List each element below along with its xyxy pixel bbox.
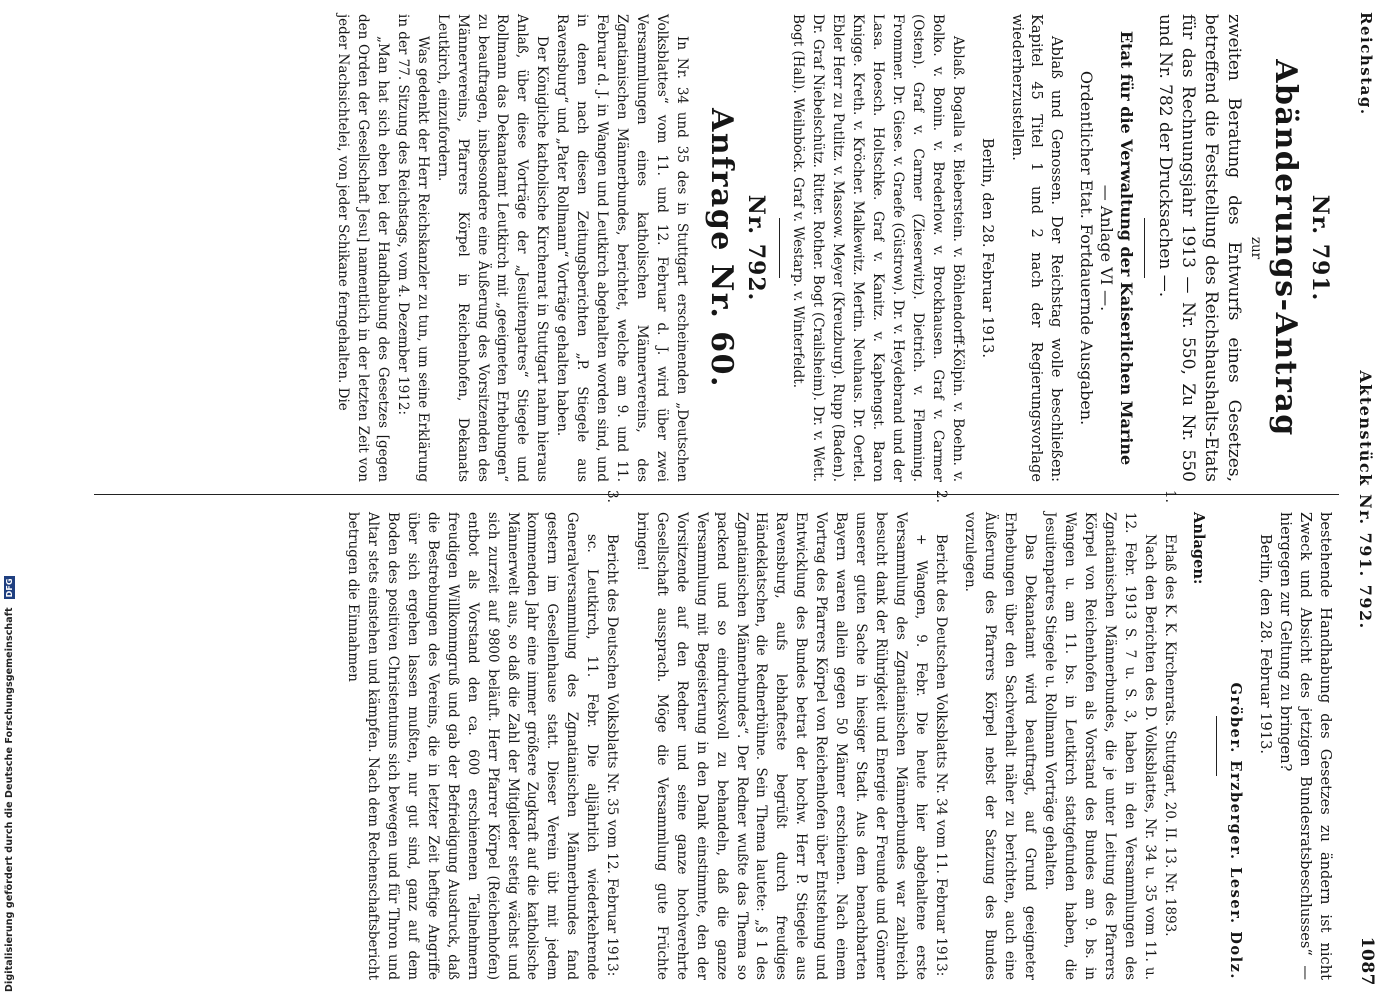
signatories: Ablaß. Bogalla v. Bieberstein. v. Böhlendorff-Kölpin. v. Boehn. v. Bolko. v. Bonin. v. Brederlow. v. Brockhausen. Graf v. Carmer (Osten). Graf v. Carmer (Zieserwitz). Dietrich. v. Flemming. Frommer. Dr. Giese. v. Graefe (Güstrow). Dr. v. Heydebrand und der Lasa. Hoesch. Holtschke. Graf v. Kanitz. v. Kaphengst. Baron Knigge. Kreth. v. Kröcher. Malkewitz. Mertin. Neuhaus. Dr. Oertel. Ebler Herr zu Putlitz. v. Massow. Meyer (Kreuzburg). Rupp (Baden). Dr. Graf Niebelschütz. Ritter. Rother. Bogt (Crailsheim). Dr. v. Wett. Bogt (Hall). Weilnböck. Graf v. Westarp. v. Winterfeldt. (790, 14, 966, 482)
anlage-item-3-title-text: Bericht des Deutschen Volksblatts Nr. 35 vom 12. Februar 1913: (604, 534, 621, 977)
anlage-label: — Anlage VI —. (1097, 184, 1117, 312)
divider (1144, 218, 1145, 278)
anlage-item-1-title-text: Erlaß des K. K. Kirchenrats. Stuttgart, 20. II. 13. Nr. 1893. (1161, 534, 1178, 937)
doc2-paragraph-1: In Nr. 34 und 35 des in Stuttgart erscheinenden „Deutschen Volksblattes“ vom 11. und 12. Februar d. J. wird über zwei Versammlungen eines katholischen Männervereins, des Zgnatianischen Männerbundes, berichtet, welche am 9. und 11. Februar d. J. in Wangen und Leutkirch abgehalten worden sind, und in denen nach diesen Zeitungsberichten „P. Stiegele aus Ravensburg“ und „Pater Rollmann“ Vorträge gehalten haben. (554, 14, 690, 482)
page-number: 1087 (1357, 936, 1377, 986)
motion-text: Ablaß und Genossen. Der Reichstag wolle beschließen: Kapitel 45 Titel 1 und 2 nach der Regierungsvorlage wiederherzustellen. (1008, 14, 1066, 482)
doc1-zur: zur (1248, 236, 1264, 260)
ausgaben-label: Ordentlicher Etat. Fortdauernde Ausgaben. (1077, 70, 1097, 426)
doc2-quote: „Man hat sich eben bei der Handhabung des Gesetzes [gegen den Orden der Gesellschaft Jesu] namentlich in der letzten Zeit von jeder Nachsichtelei, von jeder Schikane ferngehalten. Die (335, 14, 391, 482)
anlagen-label: Anlagen: (1190, 512, 1208, 585)
dfg-logo: DFG (5, 578, 14, 598)
right-column (342, 490, 1335, 980)
digitization-credit (4, 576, 15, 992)
anlage-item-2-title: 2.Bericht des Deutschen Volksblatts Nr. 34 vom 11. Februar 1913: (932, 490, 949, 977)
anlage-item-1-paragraph-1: Nach den Berichten des D. Volksblattes, Nr. 34 u. 35 vom 11. u. 12. Febr. 1913 S. 7 u. S. 3, haben in den Versammlungen des Zgnatianischen Männerbundes, die je unter Leitung des Pfarrers Körpel von Reichenhofen als Vorstand des Bundes am 9. bs. in Wangen u. am 11. bs. in Leutkirch stattgefunden haben, die Jesuitenpatres Stiegele u. Rollmann Vorträge gehalten. (1042, 512, 1158, 980)
page-header (1343, 8, 1383, 992)
document-sheet (86, 0, 1383, 1000)
doc1-number: Nr. 791. (1307, 194, 1333, 302)
left-column (332, 14, 1335, 482)
doc1-date: Berlin, den 28. Februar 1913. (978, 138, 996, 358)
doc2-title: Anfrage Nr. 60. (703, 108, 739, 388)
column-divider (94, 494, 1339, 495)
anlage-item-1-title: 1.Erlaß des K. K. Kirchenrats. Stuttgart, 20. II. 13. Nr. 1893. (1161, 490, 1178, 937)
anlage-item-3-title: 3.Bericht des Deutschen Volksblatts Nr. 35 vom 12. Februar 1913: (604, 490, 621, 977)
doc2-date: Berlin, den 28. Februar 1913. (1257, 534, 1275, 754)
doc2-number: Nr. 792. (742, 194, 769, 302)
header-title: Aktenstück Nr. 791. 792. (1356, 370, 1375, 630)
doc2-paragraph-2: Der Königliche katholische Kirchenrat in Stuttgart nahm hieraus Anlaß, über diese Vorträge der „Jesuitenpatres“ Stiegele und Rollmann das Dekanatamt Leutkirch mit „geeigneten Erhebungen“ zu beauftragen, insbesondere eine Äußerung des Vorsitzenden des Männervereins, Pfarrers Körpel in Reichenhofen, Dekanats Leutkirch, einzufordern. (434, 14, 551, 482)
etat-heading: Etat für die Verwaltung der Kaiserlichen Marine (1117, 30, 1137, 466)
doc1-subject: zweiten Beratung des Entwurfs eines Gesetzes, betreffend die Feststellung des Reichshaushalts-Etats für das Rechnungsjahr 1913 — Nr. 550, Zu Nr. 550 und Nr. 782 der Drucksachen —. (1155, 14, 1245, 482)
doc2-paragraph-3: Was gedenkt der Herr Reichskanzler zu tun, um seine Erklärung in der 77. Sitzung des Reichstags, vom 4. Dezember 1912: (394, 14, 431, 482)
anlage-item-1-paragraph-2: Das Dekanatamt wird beauftragt, auf Grund geeigneter Erhebungen über den Sachverhalt näher zu berichten, auch eine Äußerung des Pfarrers Körpel nebst der Satzung des Bundes vorzulegen. (962, 512, 1039, 980)
divider (779, 218, 780, 278)
doc1-title: Abänderungs-Antrag (1268, 59, 1303, 437)
header-left: Reichstag. (1357, 12, 1375, 116)
anlage-item-2-title-text: Bericht des Deutschen Volksblatts Nr. 34 vom 11. Februar 1913: (932, 534, 949, 977)
doc2-signers: Gröber. Erzberger. Leser. Dolz. (1227, 682, 1245, 980)
continued-text: bestehende Handhabung des Gesetzes zu ändern ist nicht Zweck und Absicht des jetzigen Bundesratsbeschlusses“ — hiergegen zur Geltung zu bringen? (1277, 512, 1334, 980)
anlage-item-2-paragraph-1: + Wangen, 9. Febr. Die heute hier abgehaltene erste Versammlung des Zgnatianischen Männerbundes war zahlreich besucht dank der Rührigkeit und Energie der Freunde und Gönner unserer guten Sache in hiesiger Stadt. Aus dem benachbarten Bayern waren allein gegen 50 Männer erschienen. Nach einem Vortrag des Pfarrers Körpel von Reichenhofen über Entstehung und Entwicklung des Bundes betrat der hochw. Herr P. Stiegele aus Ravensburg, aufs lebhafteste begrüßt durch freudiges Händeklatschen, die Rednerbühne. Sein Thema lautete: „§ 1 des Zgnatianischen Männerbundes“. Der Redner wußte das Thema so packend und so eindrucksvoll zu behandeln, daß die ganze Versammlung mit Begeisterung in den Dank einstimmte, den der Vorsitzende auf den Redner und seine ganze hochverehrte Gesellschaft aussprach. Möge die Versammlung gute Früchte bringen! (634, 512, 929, 980)
anlage-item-3-paragraph-1: sc. Leutkirch, 11. Febr. Die alljährlich wiederkehrende Generalversammlung des Zgnatianischen Männerbundes fand gestern im Gesellenhause statt. Dieser Verein übt mit jedem kommenden Jahr eine immer größere Zugkraft auf die katholische Männerwelt aus, so daß die Zahl der Mitglieder stetig wächst und sich zurzeit auf 9800 beläuft. Herr Pfarrer Körpel (Reichenhofen) entbot als Vorstand den ca. 600 erschienenen Teilnehmern freudigen Willkommgruß und gab der Befriedigung Ausdruck, daß die Bestrebungen des Vereins, die in letzter Zeit heftige Angriffe über sich ergehen lassen mußten, nur gut sind, ganz auf dem Boden des positiven Christentums sich bewegen und für Thron und Altar stets einstehen und kämpfen. Nach dem Rechenschaftsbericht betrugen die Einnahmen (345, 512, 601, 980)
divider (1216, 716, 1217, 776)
credit-text: Digitalisierung gefördert durch die Deutsche Forschungsgemeinschaft (4, 607, 15, 992)
